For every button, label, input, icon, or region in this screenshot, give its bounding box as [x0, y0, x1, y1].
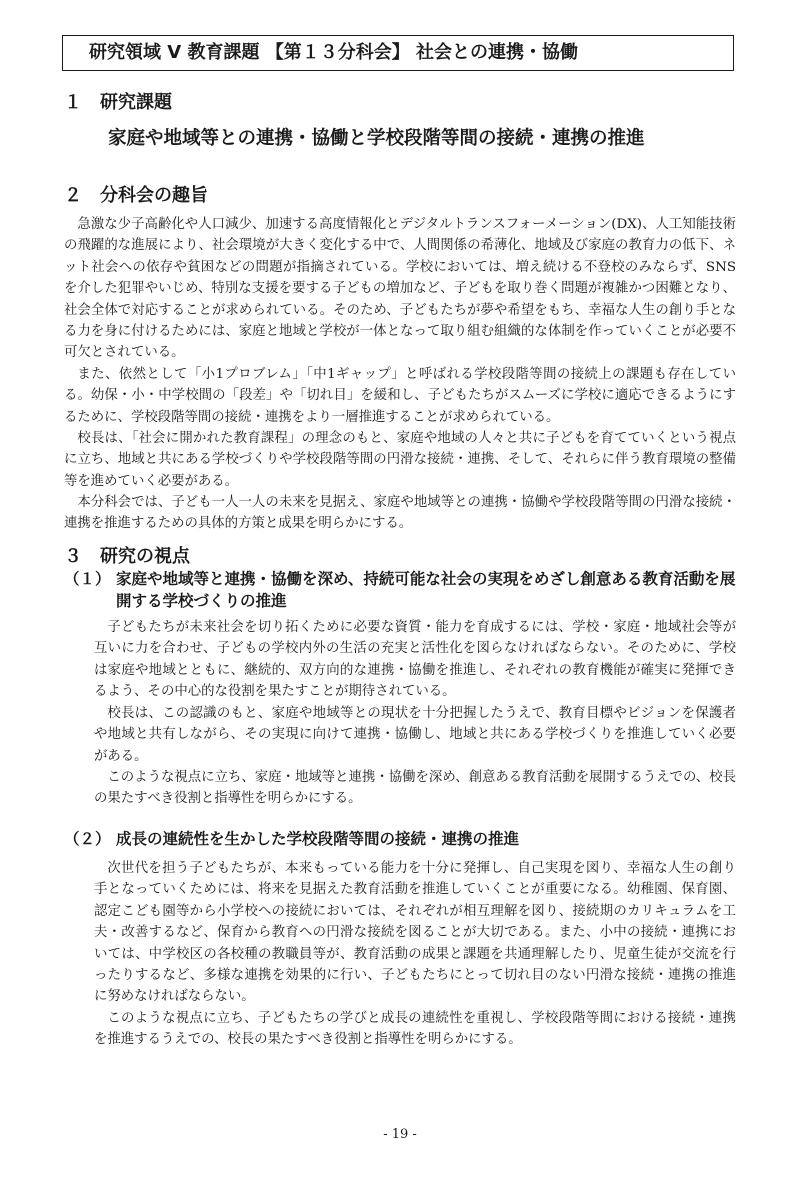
- section3-heading: ３ 研究の視点: [64, 546, 190, 567]
- viewpoint1-paragraph: このような視点に立ち、家庭・地域等と連携・協働を深め、創意ある教育活動を展開するうえでの、校長の果たすべき役割と指導性を明らかにする。: [94, 770, 736, 807]
- section2-heading: ２ 分科会の趣旨: [64, 185, 208, 206]
- viewpoint1-title: 家庭や地域等と連携・協働を深め、持続可能な社会の実現をめざし創意ある教育活動を展開する学校づくりの推進: [116, 570, 736, 610]
- section2-paragraph: 本分科会では、子ども一人一人の未来を見据え、家庭や地域等との連携・協働や学校段階等間の円滑な接続・連携を推進するための具体的方策と成果を明らかにする。: [64, 495, 736, 532]
- viewpoint2-paragraph: このような視点に立ち、子どもたちの学びと成長の連続性を重視し、学校段階等間における接続・連携を推進するうえでの、校長の果たすべき役割と指導性を明らかにする。: [94, 1011, 736, 1048]
- viewpoint2-paragraph: 次世代を担う子どもたちが、本来もっている能力を十分に発揮し、自己実現を図り、幸福な人生の創り手となっていくためには、将来を見据えた教育活動を推進していくことが重要になる。幼稚園、保育園、認定こども園等から小学校への接続においては、それぞれが相互理解を図り、接続期のカリキュラムを工夫・改善するなど、保育から教育への円滑な接続を図ることが大切である。また、小中の接続・連携においては、中学校区の各校種の教職員等が、教育活動の成果と課題を共通理解したり、児童生徒が交流を行ったりするなど、多様な連携を効果的に行い、子どもたちにとって切れ目のない円滑な接続・連携の推進に努めなければならない。: [94, 861, 736, 1005]
- viewpoint2-number: （２）: [64, 830, 111, 848]
- section1-heading: １ 研究課題: [64, 92, 172, 113]
- research-topic: 家庭や地域等との連携・協働と学校段階等間の接続・連携の推進: [108, 128, 645, 149]
- viewpoint2-heading: [64, 828, 736, 850]
- page-number: - 19 -: [383, 1127, 417, 1142]
- document-header: 研究領域 Ⅴ 教育課題 【第１３分科会】 社会との連携・協働: [62, 35, 734, 71]
- viewpoint1-paragraph: 校長は、この認識のもと、家庭や地域等との現状を十分把握したうえで、教育目標やビジョンを保護者や地域と共有しながら、その実現に向けて連携・協働し、地域と共にある学校づくりを推進していく必要がある。: [94, 706, 736, 764]
- section2-paragraph: また、依然として「小1プロブレム」「中1ギャップ」と呼ばれる学校段階等間の接続上の課題も存在している。幼保・小・中学校間の「段差」や「切れ目」を緩和し、子どもたちがスムーズに学校に適応できるようにするために、学校段階等間の接続・連携をより一層推進することが求められている。: [64, 367, 736, 425]
- viewpoint2-title: 成長の連続性を生かした学校段階等間の接続・連携の推進: [116, 830, 520, 848]
- section2-paragraph: 校長は、「社会に開かれた教育課程」の理念のもと、家庭や地域の人々と共に子どもを育てていくという視点に立ち、地域と共にある学校づくりや学校段階等間の円滑な接続・連携、そして、それらに伴う教育環境の整備等を進めていく必要がある。: [64, 431, 736, 489]
- section2-paragraph: 急激な少子高齢化や人口減少、加速する高度情報化とデジタルトランスフォーメーション(DX)、人工知能技術の飛躍的な進展により、社会環境が大きく変化する中で、人間関係の希薄化、地域及び家庭の教育力の低下、ネット社会への依存や貧困などの問題が指摘されている。学校においては、増え続ける不登校のみならず、SNS を介した犯罪やいじめ、特別な支援を要する子どもの増加など、子どもを取り巻く問題が複雑かつ困難となり、社会全体で対応することが求められている。そのため、子どもたちが夢や希望をもち、幸福な人生の創り手となる力を身に付けるためには、家庭と地域と学校が一体となって取り組む組織的な体制を作っていくことが必要不可欠とされている。: [64, 217, 736, 361]
- viewpoint1-paragraph: 子どもたちが未来社会を切り拓くために必要な資質・能力を育成するには、学校・家庭・地域社会等が互いに力を合わせ、子どもの学校内外の生活の充実と活性化を図らなければならない。そのために、学校は家庭や地域とともに、継続的、双方向的な連携・協働を推進し、それぞれの教育機能が確実に発揮できるよう、その中心的な役割を果たすことが期待されている。: [94, 620, 736, 700]
- viewpoint1-heading: [64, 568, 736, 612]
- viewpoint1-number: （１）: [64, 570, 111, 588]
